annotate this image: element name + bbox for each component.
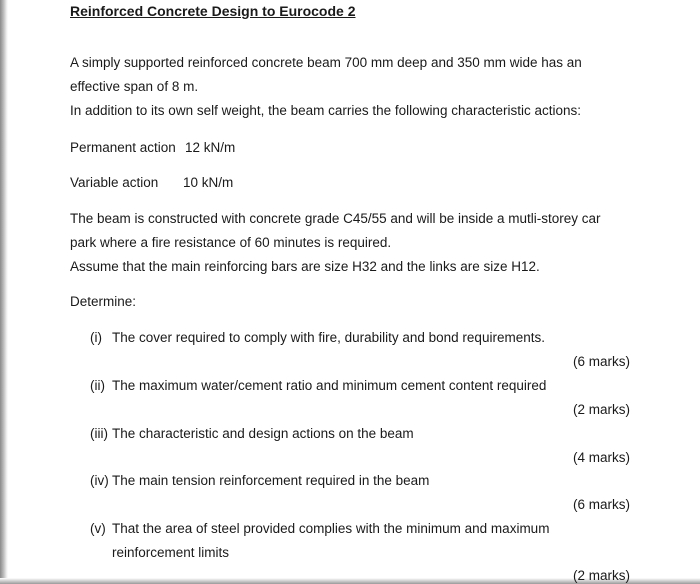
- question-i-number: (i): [90, 330, 102, 345]
- permanent-action-value: 12 kN/m: [185, 140, 236, 155]
- question-i-text: The cover required to comply with fire, durability and bond requirements.: [112, 330, 545, 345]
- intro-line-2: effective span of 8 m.: [70, 79, 199, 94]
- variable-action-label: Variable action: [70, 175, 159, 190]
- question-v-number: (v): [90, 521, 106, 536]
- question-iv-marks: (6 marks): [573, 497, 630, 512]
- question-v-text-continued: reinforcement limits: [112, 545, 230, 560]
- permanent-action-label: Permanent action: [70, 140, 176, 155]
- question-iv-text: The main tension reinforcement required in the beam: [112, 473, 430, 488]
- question-iv-number: (iv): [90, 473, 109, 488]
- conditions-line-1: The beam is constructed with concrete grade C45/55 and will be inside a mutli-storey car: [70, 211, 601, 226]
- conditions-line-2: park where a fire resistance of 60 minutes is required.: [70, 235, 392, 250]
- question-iii-marks: (4 marks): [573, 450, 630, 465]
- conditions-line-3: Assume that the main reinforcing bars are size H32 and the links are size H12.: [70, 259, 540, 274]
- determine-label: Determine:: [70, 294, 137, 309]
- question-i-marks: (6 marks): [573, 354, 630, 369]
- question-ii-number: (ii): [90, 378, 105, 393]
- question-v-marks: (2 marks): [573, 568, 630, 583]
- intro-line-3: In addition to its own self weight, the beam carries the following characteristic actions:: [70, 103, 582, 118]
- question-iii-text: The characteristic and design actions on the beam: [112, 426, 414, 441]
- question-v-text: That the area of steel provided complies with the minimum and maximum: [112, 521, 550, 536]
- question-ii-marks: (2 marks): [573, 402, 630, 417]
- question-ii-text: The maximum water/cement ratio and minimum cement content required: [112, 378, 547, 393]
- document-title: Reinforced Concrete Design to Eurocode 2: [70, 3, 356, 19]
- variable-action-value: 10 kN/m: [183, 175, 234, 190]
- question-iii-number: (iii): [90, 426, 108, 441]
- intro-line-1: A simply supported reinforced concrete beam 700 mm deep and 350 mm wide has an: [70, 55, 582, 70]
- page-left-edge-shadow: [0, 0, 8, 584]
